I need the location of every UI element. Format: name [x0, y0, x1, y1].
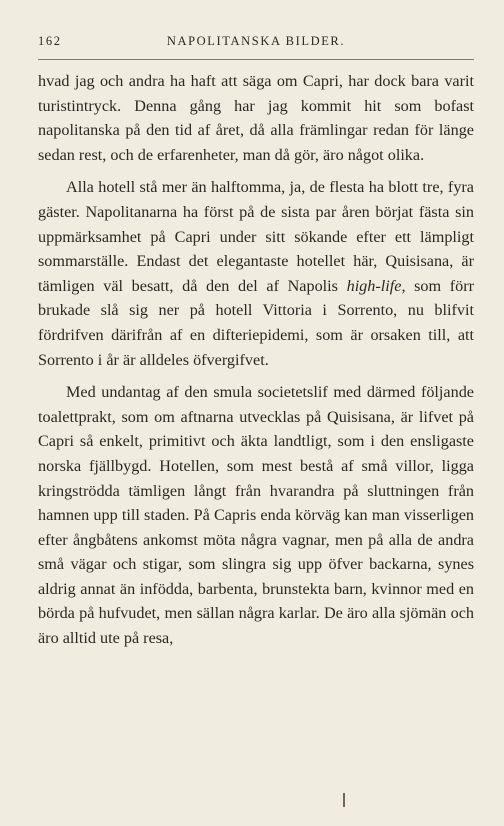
running-title: NAPOLITANSKA BILDER.	[166, 34, 346, 48]
paragraph-text: Med undantag af den smula societetslif med därmed följande toalettprakt, som om aftnarna utvecklas på Quisisana, är lifvet på Capri så enkelt, primitivt och äkta landtligt, som i den ensligaste norska fjällbygd. Hotellen, som mest bestå af små villor, ligga kringströdda tämligen långt från hvarandra på sluttningen från hamnen upp till staden. På Capris enda körväg kan man visserligen efter ångbåtens ankomst möta några vagnar, men på alla de andra små vägar och stigar, som slingra sig upp öfver backarna, synes aldrig annat än infödda, barbenta, brunstekta barn, kvinnor med en börda på hufvudet, men sällan några karlar. De äro alla sjömän och äro alltid ute på resa,	[38, 383, 474, 648]
paragraph-text: som förr brukade slå sig ner på hotell Vittoria i Sorrento, nu blifvit fördrifven därifrån af en difteriepidemi, som är orsaken till, att Sorrento i år är alldeles öfvergifvet.	[38, 276, 474, 369]
paragraph-text: Alla hotell stå mer än halftomma, ja, de flesta ha blott tre, fyra gäster. Napolitanarna ha först på de sista par åren börjat fästa sin uppmärksamhet på Capri under sitt sökande efter ett lämpligt sommarställe. Endast det elegantaste hotellet här, Quisisana, är tämligen väl besatt, då den del af Napolis	[38, 178, 474, 295]
header-rule	[38, 59, 474, 60]
page-number: 162	[38, 34, 62, 48]
paragraph-text: hvad jag och andra ha haft att säga om Capri, har dock bara varit turistintryck. Denna gång har jag kommit hit som bofast napolitanska på den tid af året, då alla främlingar redan för länge sedan rest, och de erfarenheter, man då gör, äro något olika.	[38, 72, 474, 164]
italic-phrase: high-life,	[346, 276, 406, 295]
paragraph	[38, 380, 474, 651]
page-header	[38, 34, 474, 52]
print-mark	[343, 793, 345, 807]
paragraph	[38, 69, 474, 167]
body-text	[38, 69, 474, 651]
paragraph	[38, 175, 474, 372]
